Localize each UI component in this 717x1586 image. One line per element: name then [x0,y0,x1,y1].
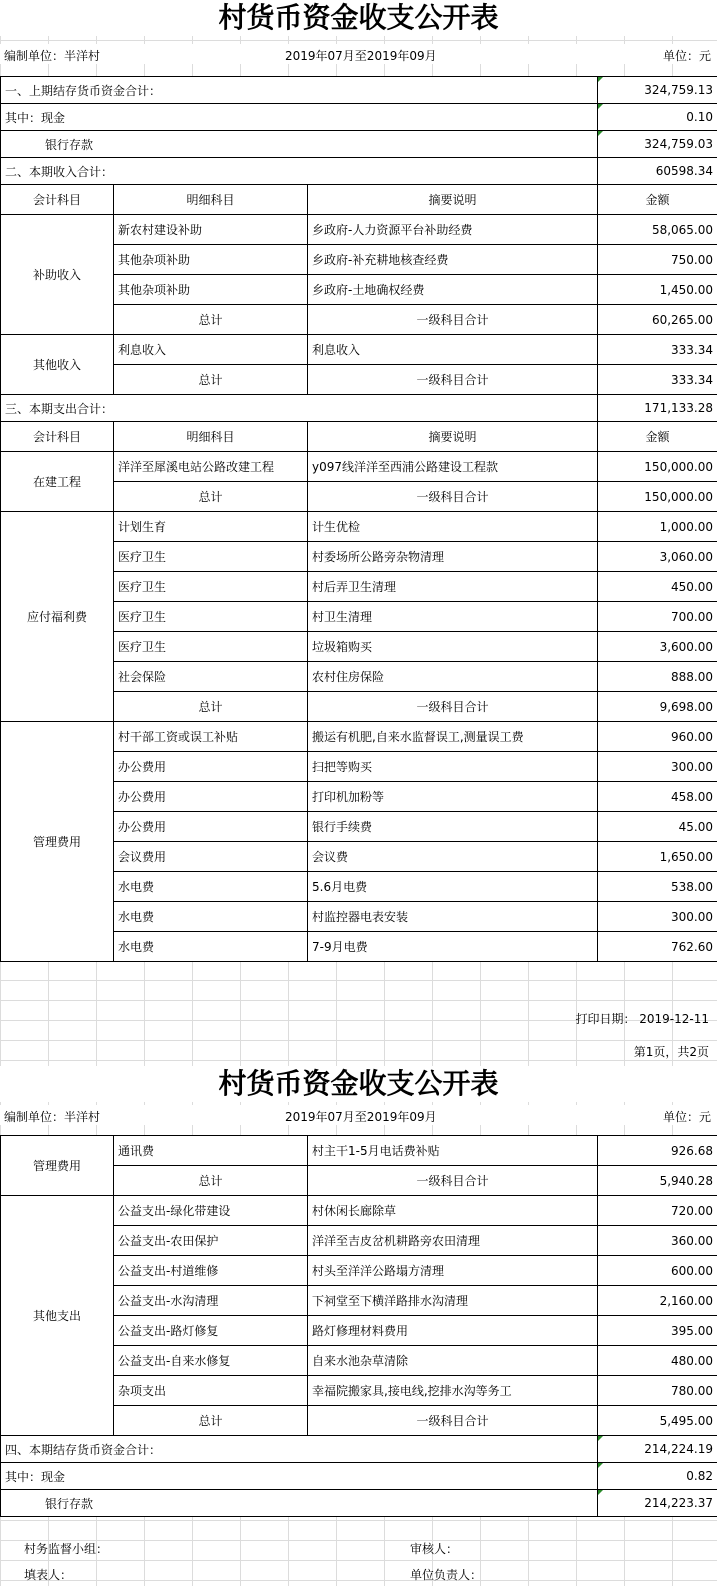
print-date: 打印日期： 2019-12-11 [575,1012,709,1026]
detail-cell: 村干部工资或误工补贴 [114,722,308,752]
detail-cell: 医疗卫生 [114,632,308,662]
account-name: 管理费用 [1,1136,114,1196]
detail-cell: 水电费 [114,902,308,932]
cash-value: 0.82 [598,1463,717,1490]
desc-cell: 垃圾箱购买 [308,632,598,662]
table-row [1,131,717,158]
table-row [1,1463,717,1490]
detail-cell: 办公费用 [114,752,308,782]
amount-cell: 762.60 [598,932,717,962]
amount-cell: 720.00 [598,1196,717,1226]
table-row [1,512,717,542]
detail-cell: 公益支出-绿化带建设 [114,1196,308,1226]
detail-cell: 水电费 [114,932,308,962]
page-2 [0,1066,717,1517]
desc-cell: 村监控器电表安装 [308,902,598,932]
subtotal-amount: 5,940.28 [598,1166,717,1196]
account-name: 其他收入 [1,335,114,395]
desc-cell: 扫把等购买 [308,752,598,782]
detail-cell: 公益支出-自来水修复 [114,1346,308,1376]
period-label: 2019年07月至2019年09月 [285,49,437,63]
subtotal-desc: 一级科目合计 [308,1166,598,1196]
desc-cell: 村卫生清理 [308,602,598,632]
table-row [1,158,717,185]
detail-cell: 会议费用 [114,842,308,872]
bank-value: 324,759.03 [598,131,717,158]
period-label: 2019年07月至2019年09月 [285,1110,437,1124]
account-name: 管理费用 [1,722,114,962]
amount-cell: 926.68 [598,1136,717,1166]
desc-cell: 会议费 [308,842,598,872]
col-amount: 金额 [598,185,717,215]
finance-table [0,76,717,962]
detail-cell: 洋洋至犀溪电站公路改建工程 [114,452,308,482]
cash-label: 其中：现金 [1,104,598,131]
bank-value: 214,223.37 [598,1490,717,1517]
detail-cell: 公益支出-水沟清理 [114,1286,308,1316]
amount-cell: 2,160.00 [598,1286,717,1316]
desc-cell: 乡政府-人力资源平台补助经费 [308,215,598,245]
detail-cell: 水电费 [114,872,308,902]
desc-cell: 村头至洋洋公路塌方清理 [308,1256,598,1286]
column-header-row [1,185,717,215]
amount-cell: 360.00 [598,1226,717,1256]
detail-cell: 医疗卫生 [114,542,308,572]
subtotal-amount: 60,265.00 [598,305,717,335]
amount-cell: 750.00 [598,245,717,275]
detail-cell: 杂项支出 [114,1376,308,1406]
desc-cell: 搬运有机肥,自来水监督误工,测量误工费 [308,722,598,752]
col-desc: 摘要说明 [308,185,598,215]
desc-cell: 自来水池杂草清除 [308,1346,598,1376]
desc-cell: 乡政府-土地确权经费 [308,275,598,305]
reviewer-signature-label: 审核人： [410,1542,459,1556]
cash-label: 其中：现金 [1,1463,598,1490]
bank-label: 银行存款 [1,1490,598,1517]
page-title: 村货币资金收支公开表 [0,0,717,36]
detail-cell: 其他杂项补助 [114,245,308,275]
col-detail: 明细科目 [114,422,308,452]
subtotal-amount: 333.34 [598,365,717,395]
prev-balance-label: 一、上期结存货币资金合计： [1,77,598,104]
table-row [1,722,717,752]
desc-cell: 村主干1-5月电话费补贴 [308,1136,598,1166]
amount-cell: 780.00 [598,1376,717,1406]
amount-cell: 333.34 [598,335,717,365]
desc-cell: 村后弄卫生清理 [308,572,598,602]
desc-cell: 计生优检 [308,512,598,542]
col-amount: 金额 [598,422,717,452]
amount-cell: 1,450.00 [598,275,717,305]
detail-cell: 办公费用 [114,812,308,842]
subtotal-label: 总计 [114,1166,308,1196]
detail-cell: 公益支出-村道维修 [114,1256,308,1286]
subtotal-label: 总计 [114,482,308,512]
desc-cell: 洋洋至吉皮岔机耕路旁农田清理 [308,1226,598,1256]
account-name: 在建工程 [1,452,114,512]
table-row [1,1436,717,1463]
subtotal-label: 总计 [114,1406,308,1436]
desc-cell: 打印机加粉等 [308,782,598,812]
detail-cell: 医疗卫生 [114,572,308,602]
subtotal-label: 总计 [114,305,308,335]
detail-cell: 通讯费 [114,1136,308,1166]
finance-table [0,1135,717,1517]
desc-cell: 幸福院搬家具,接电线,挖排水沟等务工 [308,1376,598,1406]
subtotal-desc: 一级科目合计 [308,1406,598,1436]
desc-cell: 5.6月电费 [308,872,598,902]
table-row [1,1136,717,1166]
table-row [1,215,717,245]
end-balance-label: 四、本期结存货币资金合计： [1,1436,598,1463]
subtotal-desc: 一级科目合计 [308,692,598,722]
amount-cell: 538.00 [598,872,717,902]
desc-cell: 银行手续费 [308,812,598,842]
amount-cell: 58,065.00 [598,215,717,245]
currency-unit: 单位：元 [662,49,711,63]
desc-cell: y097线洋洋至西浦公路建设工程款 [308,452,598,482]
desc-cell: 利息收入 [308,335,598,365]
subtotal-desc: 一级科目合计 [308,365,598,395]
amount-cell: 150,000.00 [598,452,717,482]
cash-value: 0.10 [598,104,717,131]
col-detail: 明细科目 [114,185,308,215]
bank-label: 银行存款 [1,131,598,158]
subtotal-desc: 一级科目合计 [308,305,598,335]
table-row [1,335,717,365]
page-title: 村货币资金收支公开表 [0,1066,717,1102]
amount-cell: 480.00 [598,1346,717,1376]
detail-cell: 其他杂项补助 [114,275,308,305]
amount-cell: 600.00 [598,1256,717,1286]
amount-cell: 1,000.00 [598,512,717,542]
desc-cell: 下祠堂至下横洋路排水沟清理 [308,1286,598,1316]
desc-cell: 路灯修理材料费用 [308,1316,598,1346]
desc-cell: 7-9月电费 [308,932,598,962]
amount-cell: 700.00 [598,602,717,632]
detail-cell: 新农村建设补助 [114,215,308,245]
desc-cell: 乡政府-补充耕地核查经费 [308,245,598,275]
subtotal-label: 总计 [114,365,308,395]
desc-cell: 农村住房保险 [308,662,598,692]
report-header [0,1105,717,1125]
column-header-row [1,422,717,452]
expense-total-label: 三、本期支出合计： [1,395,598,422]
amount-cell: 300.00 [598,902,717,932]
table-row [1,1196,717,1226]
account-name: 补助收入 [1,215,114,335]
income-total-value: 60598.34 [598,158,717,185]
detail-cell: 公益支出-路灯修复 [114,1316,308,1346]
income-total-label: 二、本期收入合计： [1,158,598,185]
supervise-signature-label: 村务监督小组： [24,1542,109,1556]
detail-cell: 社会保险 [114,662,308,692]
subtotal-amount: 5,495.00 [598,1406,717,1436]
col-account: 会计科目 [1,422,114,452]
unit-label: 编制单位：半洋村 [4,1110,101,1124]
currency-unit: 单位：元 [662,1110,711,1124]
amount-cell: 300.00 [598,752,717,782]
leader-signature-label: 单位负责人： [410,1568,483,1582]
col-desc: 摘要说明 [308,422,598,452]
end-balance-value: 214,224.19 [598,1436,717,1463]
unit-label: 编制单位：半洋村 [4,49,101,63]
table-row [1,104,717,131]
account-name: 其他支出 [1,1196,114,1436]
amount-cell: 395.00 [598,1316,717,1346]
amount-cell: 458.00 [598,782,717,812]
detail-cell: 利息收入 [114,335,308,365]
table-row [1,452,717,482]
detail-cell: 公益支出-农田保护 [114,1226,308,1256]
detail-cell: 办公费用 [114,782,308,812]
preparer-signature-label: 填表人： [24,1568,73,1582]
amount-cell: 450.00 [598,572,717,602]
page-number: 第1页，共2页 [633,1045,709,1059]
desc-cell: 村休闲长廊除草 [308,1196,598,1226]
amount-cell: 45.00 [598,812,717,842]
subtotal-label: 总计 [114,692,308,722]
table-row [1,395,717,422]
amount-cell: 1,650.00 [598,842,717,872]
amount-cell: 888.00 [598,662,717,692]
subtotal-desc: 一级科目合计 [308,482,598,512]
account-name: 应付福利费 [1,512,114,722]
table-row [1,77,717,104]
amount-cell: 3,060.00 [598,542,717,572]
col-account: 会计科目 [1,185,114,215]
amount-cell: 3,600.00 [598,632,717,662]
detail-cell: 医疗卫生 [114,602,308,632]
desc-cell: 村委场所公路旁杂物清理 [308,542,598,572]
subtotal-amount: 9,698.00 [598,692,717,722]
prev-balance-value: 324,759.13 [598,77,717,104]
report-header [0,44,717,64]
subtotal-amount: 150,000.00 [598,482,717,512]
expense-total-value: 171,133.28 [598,395,717,422]
amount-cell: 960.00 [598,722,717,752]
detail-cell: 计划生育 [114,512,308,542]
table-row [1,1490,717,1517]
